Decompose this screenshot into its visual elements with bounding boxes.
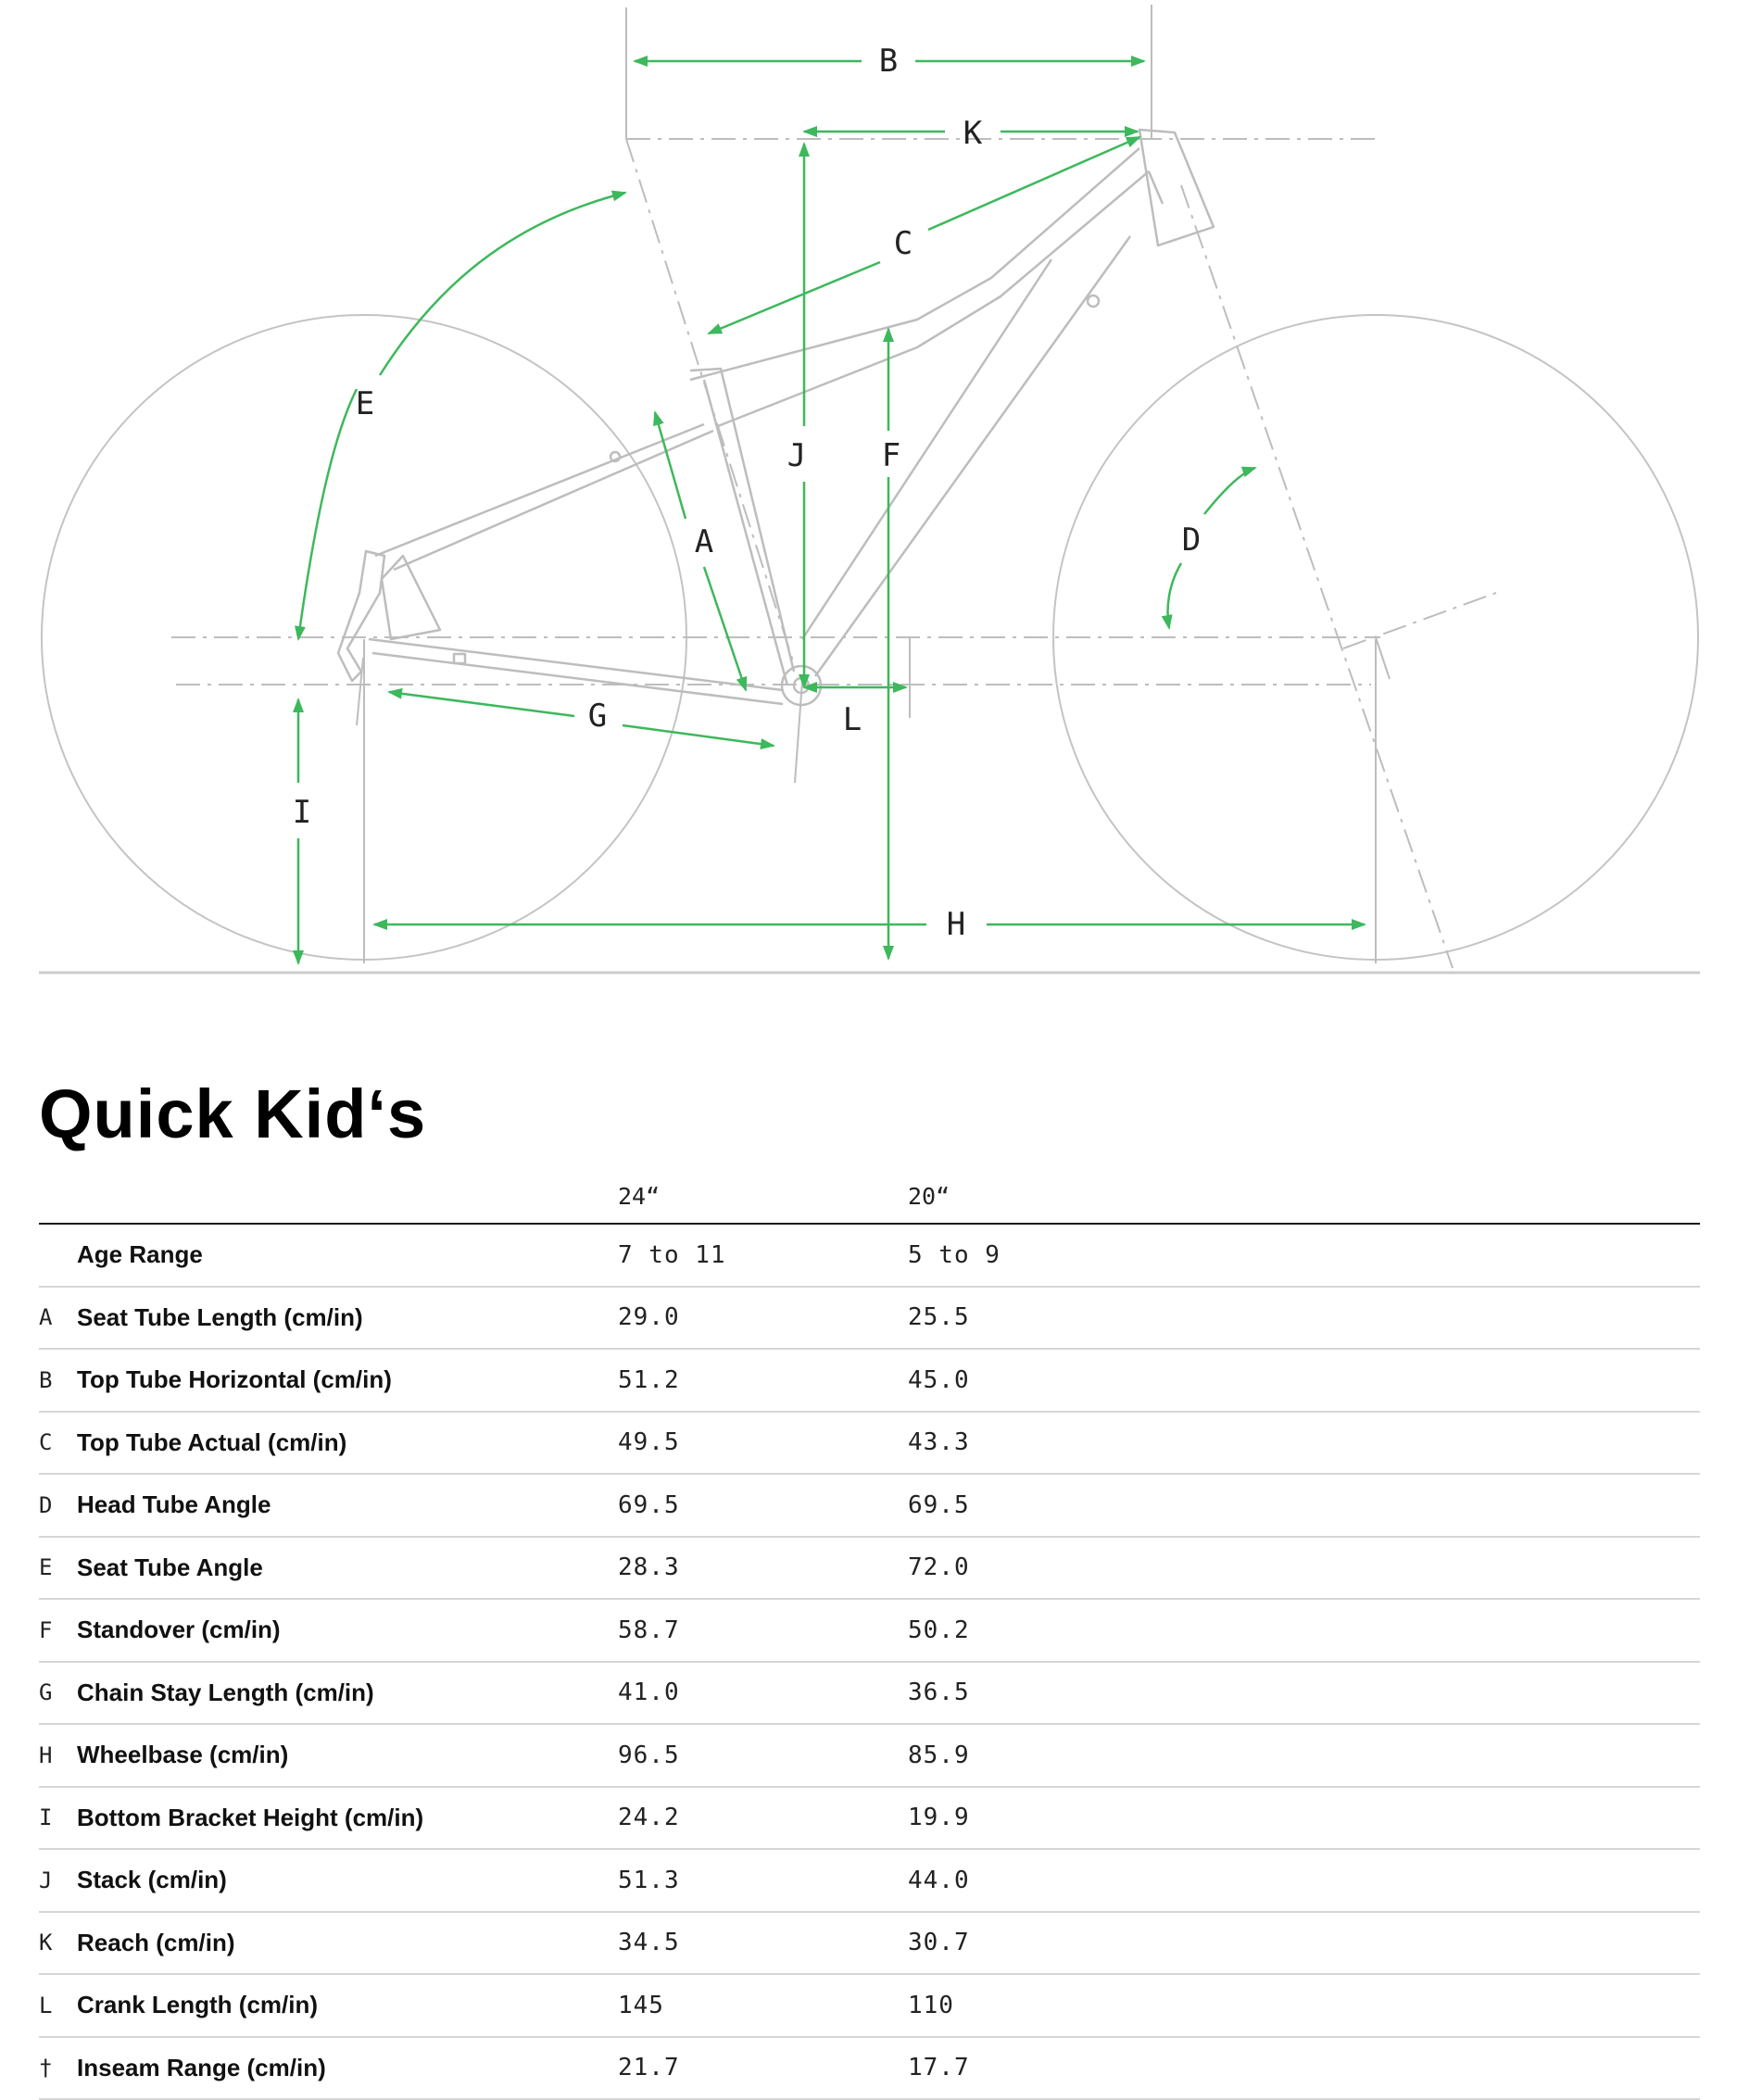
table-row	[39, 1474, 1700, 1537]
row-letter: B	[39, 1349, 77, 1412]
row-label: Stack (cm/in)	[77, 1849, 618, 1912]
row-value-24: 51.2	[618, 1349, 908, 1412]
row-value-24: 29.0	[618, 1287, 908, 1350]
dim-label-a: A	[694, 523, 714, 560]
bike-frame	[338, 130, 1214, 705]
row-letter: G	[39, 1662, 77, 1725]
table-row	[39, 1849, 1700, 1912]
table-row	[39, 2037, 1700, 2100]
row-value-24: 7 to 11	[618, 1224, 908, 1287]
row-label: Age Range	[77, 1224, 618, 1287]
dimension-labels	[293, 43, 1201, 943]
dim-label-d: D	[1181, 522, 1202, 559]
row-value-24: 49.5	[618, 1412, 908, 1475]
dim-label-g: G	[587, 698, 608, 735]
row-value-20: 72.0	[908, 1537, 1700, 1600]
dim-label-c: C	[893, 225, 913, 262]
table-row	[39, 1349, 1700, 1412]
table-row	[39, 1224, 1700, 1287]
table-row	[39, 1974, 1700, 2037]
row-value-20: 44.0	[908, 1849, 1700, 1912]
row-letter: E	[39, 1537, 77, 1600]
row-letter: K	[39, 1912, 77, 1975]
bike-geometry-diagram	[0, 0, 1737, 982]
dim-label-j: J	[787, 437, 807, 474]
table-row	[39, 1537, 1700, 1600]
row-label: Inseam Range (cm/in)	[77, 2037, 618, 2100]
row-label: Seat Tube Length (cm/in)	[77, 1287, 618, 1350]
row-value-20: 45.0	[908, 1349, 1700, 1412]
row-value-24: 58.7	[618, 1599, 908, 1662]
row-value-24: 41.0	[618, 1662, 908, 1725]
dim-label-f: F	[881, 437, 901, 474]
row-letter: L	[39, 1974, 77, 2037]
dim-label-b: B	[878, 43, 899, 80]
row-letter: I	[39, 1787, 77, 1850]
row-value-20: 50.2	[908, 1599, 1700, 1662]
row-value-20: 43.3	[908, 1412, 1700, 1475]
row-value-24: 96.5	[618, 1724, 908, 1787]
dim-label-l: L	[842, 701, 862, 738]
row-label: Top Tube Horizontal (cm/in)	[77, 1349, 618, 1412]
row-value-20: 30.7	[908, 1912, 1700, 1975]
row-letter: C	[39, 1412, 77, 1475]
vertical-guides	[357, 5, 1390, 963]
row-label: Reach (cm/in)	[77, 1912, 618, 1975]
row-value-24: 24.2	[618, 1787, 908, 1850]
row-value-24: 34.5	[618, 1912, 908, 1975]
table-row	[39, 1287, 1700, 1350]
row-letter: A	[39, 1287, 77, 1350]
row-label: Wheelbase (cm/in)	[77, 1724, 618, 1787]
row-letter: F	[39, 1599, 77, 1662]
row-value-24: 145	[618, 1974, 908, 2037]
header-letter-cell	[39, 1169, 77, 1224]
table-row	[39, 1912, 1700, 1975]
row-value-24: 51.3	[618, 1849, 908, 1912]
row-label: Chain Stay Length (cm/in)	[77, 1662, 618, 1725]
row-value-20: 36.5	[908, 1662, 1700, 1725]
table-row	[39, 1787, 1700, 1850]
row-label: Head Tube Angle	[77, 1474, 618, 1537]
row-label: Bottom Bracket Height (cm/in)	[77, 1787, 618, 1850]
column-header-24: 24“	[618, 1169, 908, 1224]
geometry-table	[39, 1169, 1700, 2100]
table-header-row	[39, 1169, 1700, 1224]
dimension-arrows	[298, 61, 1365, 963]
column-header-20: 20“	[908, 1169, 1700, 1224]
row-value-20: 85.9	[908, 1724, 1700, 1787]
row-value-24: 69.5	[618, 1474, 908, 1537]
row-letter: H	[39, 1724, 77, 1787]
page-title: Quick Kid‘s	[39, 1075, 427, 1152]
table-row	[39, 1412, 1700, 1475]
row-letter: †	[39, 2037, 77, 2100]
table-row	[39, 1724, 1700, 1787]
row-letter	[39, 1224, 77, 1287]
row-letter: J	[39, 1849, 77, 1912]
row-value-20: 110	[908, 1974, 1700, 2037]
row-value-20: 17.7	[908, 2037, 1700, 2100]
row-value-24: 21.7	[618, 2037, 908, 2100]
dim-label-i: I	[292, 794, 312, 831]
table-row	[39, 1599, 1700, 1662]
dim-label-e: E	[355, 385, 375, 422]
row-value-20: 25.5	[908, 1287, 1700, 1350]
row-value-20: 69.5	[908, 1474, 1700, 1537]
row-label: Seat Tube Angle	[77, 1537, 618, 1600]
reference-lines	[171, 139, 1496, 968]
row-value-20: 5 to 9	[908, 1224, 1700, 1287]
row-letter: D	[39, 1474, 77, 1537]
header-name-cell	[77, 1169, 618, 1224]
dim-label-k: K	[963, 115, 983, 152]
dim-label-h: H	[946, 906, 966, 943]
row-value-24: 28.3	[618, 1537, 908, 1600]
table-row	[39, 1662, 1700, 1725]
row-label: Top Tube Actual (cm/in)	[77, 1412, 618, 1475]
row-label: Crank Length (cm/in)	[77, 1974, 618, 2037]
row-label: Standover (cm/in)	[77, 1599, 618, 1662]
row-value-20: 19.9	[908, 1787, 1700, 1850]
